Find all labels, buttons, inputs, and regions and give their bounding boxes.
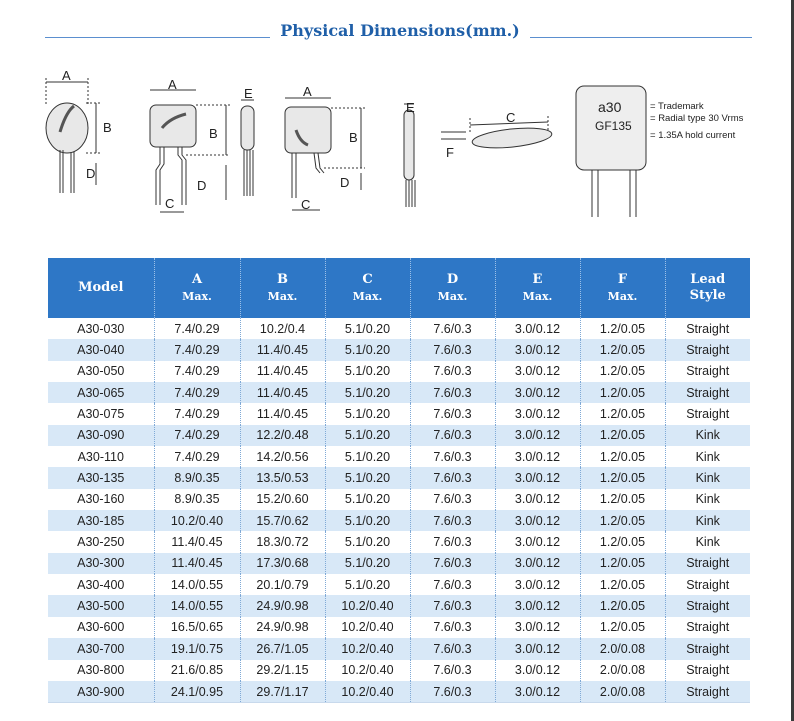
- table-cell: 24.9/0.98: [240, 595, 325, 616]
- table-cell: Kink: [665, 510, 750, 531]
- model-cell: A30-065: [48, 382, 154, 403]
- table-cell: Straight: [665, 553, 750, 574]
- table-cell: 3.0/0.12: [495, 531, 580, 552]
- table-cell: 7.6/0.3: [410, 467, 495, 488]
- table-cell: 7.6/0.3: [410, 510, 495, 531]
- model-cell: A30-185: [48, 510, 154, 531]
- table-cell: Straight: [686, 364, 730, 379]
- table-cell: 29.7/1.17: [240, 681, 325, 703]
- dim-label-b2: B: [209, 126, 218, 141]
- table-cell: 5.1/0.20: [325, 574, 410, 595]
- table-cell: 7.6/0.3: [410, 382, 495, 403]
- table-cell: 1.2/0.05: [580, 489, 665, 510]
- dim-label-d3: D: [340, 175, 350, 190]
- table-cell: 7.6/0.3: [410, 403, 495, 424]
- figure-square-straight: [285, 98, 365, 210]
- table-cell: 7.6/0.3: [410, 318, 495, 339]
- table-cell: 5.1/0.20: [325, 446, 410, 467]
- table-row: [48, 403, 750, 424]
- model-cell: A30-075: [48, 403, 154, 424]
- table-cell: 15.7/0.62: [240, 510, 325, 531]
- table-cell: 1.2/0.05: [580, 574, 665, 595]
- dim-label-f: F: [446, 145, 454, 160]
- table-cell: 3.0/0.12: [495, 403, 580, 424]
- model-cell: A30-110: [48, 446, 154, 467]
- table-cell: 7.4/0.29: [154, 403, 240, 424]
- table-row: [48, 425, 750, 446]
- svg-text:= Radial type 30 Vrms: = Radial type 30 Vrms: [650, 113, 744, 124]
- dimensions-table-container: [48, 258, 750, 703]
- table-cell: 3.0/0.12: [495, 382, 580, 403]
- table-cell: 8.9/0.35: [154, 489, 240, 510]
- column-header-d: D Max.: [410, 258, 495, 318]
- table-cell: Kink: [665, 467, 750, 488]
- table-cell: 7.4/0.29: [154, 446, 240, 467]
- table-cell: 3.0/0.12: [495, 617, 580, 638]
- table-body: [48, 318, 750, 703]
- page-title: Physical Dimensions(mm.): [280, 21, 520, 40]
- table-row: [48, 617, 750, 638]
- dim-label-d: D: [86, 166, 96, 181]
- dim-label-a3: A: [303, 84, 312, 99]
- table-cell: Straight: [665, 595, 750, 616]
- column-header-b: B Max.: [240, 258, 325, 318]
- table-cell: 19.1/0.75: [154, 638, 240, 659]
- table-cell: 11.4/0.45: [154, 531, 240, 552]
- callout-voltage: Radial type 30 Vrms: [658, 113, 744, 124]
- table-cell: 16.5/0.65: [154, 617, 240, 638]
- table-cell: 24.9/0.98: [240, 617, 325, 638]
- table-cell: 3.0/0.12: [495, 361, 580, 382]
- table-row: [48, 510, 750, 531]
- header-rule-left: [45, 37, 270, 38]
- table-cell: 5.1/0.20: [325, 510, 410, 531]
- svg-text:= 1.35A hold current: = 1.35A hold current: [650, 130, 736, 141]
- column-header-lead: Lead Style: [665, 258, 750, 318]
- table-cell: 7.4/0.29: [154, 382, 240, 403]
- table-row: [48, 467, 750, 488]
- table-cell: Straight: [665, 382, 750, 403]
- table-cell: 10.2/0.40: [325, 617, 410, 638]
- table-cell: 3.0/0.12: [495, 638, 580, 659]
- table-cell: 1.2/0.05: [580, 425, 665, 446]
- table-cell: 7.4/0.29: [154, 425, 240, 446]
- table-row: [48, 681, 750, 703]
- table-cell: 20.1/0.79: [240, 574, 325, 595]
- table-cell: 1.2/0.05: [580, 403, 665, 424]
- column-header-a: A Max.: [154, 258, 240, 318]
- table-row: [48, 638, 750, 659]
- table-row: [48, 574, 750, 595]
- table-cell: 1.2/0.05: [580, 553, 665, 574]
- table-cell: 7.6/0.3: [410, 339, 495, 360]
- table-cell: 3.0/0.12: [495, 489, 580, 510]
- model-cell: A30-900: [48, 681, 154, 703]
- table-cell: 8.9/0.35: [154, 467, 240, 488]
- table-cell: 7.6/0.3: [410, 681, 495, 703]
- table-row: [48, 361, 750, 382]
- table-cell: 7.4/0.29: [154, 339, 240, 360]
- table-cell: 7.6/0.3: [410, 660, 495, 681]
- part-marking-line1: a30: [598, 99, 622, 115]
- table-cell: 10.2/0.4: [240, 318, 325, 339]
- table-cell: 11.4/0.45: [154, 553, 240, 574]
- part-marking-line2: GF135: [595, 119, 632, 133]
- table-cell: Straight: [665, 681, 750, 703]
- table-header: [48, 258, 750, 318]
- table-cell: 11.4/0.45: [240, 339, 325, 360]
- model-cell: A30-600: [48, 617, 154, 638]
- table-cell: 1.2/0.05: [580, 446, 665, 467]
- table-cell: Straight: [686, 620, 730, 635]
- table-cell: 14.0/0.55: [154, 595, 240, 616]
- table-cell: 7.6/0.3: [410, 574, 495, 595]
- table-cell: 3.0/0.12: [495, 510, 580, 531]
- table-cell: 3.0/0.12: [495, 595, 580, 616]
- model-cell: A30-800: [48, 660, 154, 681]
- dim-label-c2: C: [165, 196, 175, 211]
- table-row: [48, 446, 750, 467]
- table-row: [48, 595, 750, 616]
- table-cell: 29.2/1.15: [240, 660, 325, 681]
- table-row: [48, 318, 750, 339]
- table-cell: 5.1/0.20: [325, 318, 410, 339]
- table-cell: 2.0/0.08: [580, 660, 665, 681]
- dim-label-c3: C: [301, 197, 311, 212]
- model-cell: A30-250: [48, 531, 154, 552]
- dim-label-d2: D: [197, 178, 207, 193]
- table-cell: 11.4/0.45: [240, 382, 325, 403]
- table-cell: Kink: [695, 449, 720, 464]
- dim-label-c4: C: [506, 110, 516, 125]
- dim-label-e2: E: [406, 100, 415, 115]
- table-cell: 1.2/0.05: [580, 617, 665, 638]
- table-cell: 18.3/0.72: [240, 531, 325, 552]
- table-cell: 7.6/0.3: [410, 489, 495, 510]
- table-cell: 7.6/0.3: [410, 595, 495, 616]
- table-cell: Straight: [686, 321, 730, 336]
- column-header-c: C Max.: [325, 258, 410, 318]
- dim-label-b: B: [103, 120, 112, 135]
- table-cell: 1.2/0.05: [580, 361, 665, 382]
- table-cell: 11.4/0.45: [240, 403, 325, 424]
- table-cell: 2.0/0.08: [580, 638, 665, 659]
- table-cell: 3.0/0.12: [495, 681, 580, 703]
- model-cell: A30-135: [48, 467, 154, 488]
- table-row: [48, 531, 750, 552]
- table-cell: 7.6/0.3: [410, 553, 495, 574]
- model-cell: A30-500: [48, 595, 154, 616]
- table-cell: 13.5/0.53: [240, 467, 325, 488]
- model-cell: A30-040: [48, 339, 154, 360]
- model-cell: A30-030: [48, 318, 154, 339]
- table-cell: 3.0/0.12: [495, 467, 580, 488]
- table-cell: 3.0/0.12: [495, 446, 580, 467]
- table-cell: 1.2/0.05: [580, 467, 665, 488]
- table-cell: 26.7/1.05: [240, 638, 325, 659]
- figure-lead-detail: [441, 116, 553, 151]
- dim-label-b3: B: [349, 130, 358, 145]
- dimensions-table: [48, 258, 750, 703]
- table-cell: Kink: [695, 535, 720, 550]
- table-cell: 5.1/0.20: [325, 339, 410, 360]
- table-cell: 12.2/0.48: [240, 425, 325, 446]
- callout-current: 1.35A hold current: [658, 130, 736, 141]
- table-cell: 5.1/0.20: [325, 489, 410, 510]
- table-row: [48, 660, 750, 681]
- table-cell: 5.1/0.20: [325, 553, 410, 574]
- dim-label-a2: A: [168, 77, 177, 92]
- table-cell: 3.0/0.12: [495, 553, 580, 574]
- table-cell: 10.2/0.40: [325, 595, 410, 616]
- table-cell: 7.6/0.3: [410, 638, 495, 659]
- dim-label-e: E: [244, 86, 253, 101]
- table-cell: 1.2/0.05: [580, 510, 665, 531]
- table-cell: 10.2/0.40: [325, 681, 410, 703]
- table-cell: 3.0/0.12: [495, 574, 580, 595]
- table-cell: 7.6/0.3: [410, 531, 495, 552]
- table-cell: 10.2/0.40: [325, 638, 410, 659]
- column-header-model: Model: [48, 258, 154, 318]
- table-row: [48, 553, 750, 574]
- callout-trademark: Trademark: [658, 101, 704, 112]
- table-cell: 14.0/0.55: [154, 574, 240, 595]
- svg-text:= Trademark: = Trademark: [650, 101, 704, 112]
- table-cell: 5.1/0.20: [325, 361, 410, 382]
- table-cell: 2.0/0.08: [580, 681, 665, 703]
- table-cell: 3.0/0.12: [495, 660, 580, 681]
- table-cell: 5.1/0.20: [325, 425, 410, 446]
- table-cell: 14.2/0.56: [240, 446, 325, 467]
- figure-side-kink: [404, 104, 415, 207]
- figure-square-kink: [150, 90, 230, 212]
- table-cell: 10.2/0.40: [154, 510, 240, 531]
- table-cell: 1.2/0.05: [580, 318, 665, 339]
- model-cell: A30-400: [48, 574, 154, 595]
- column-header-e: E Max.: [495, 258, 580, 318]
- table-cell: 7.6/0.3: [410, 617, 495, 638]
- table-cell: 7.6/0.3: [410, 425, 495, 446]
- model-cell: A30-090: [48, 425, 154, 446]
- model-cell: A30-050: [48, 361, 154, 382]
- table-cell: 1.2/0.05: [580, 339, 665, 360]
- table-cell: 21.6/0.85: [154, 660, 240, 681]
- table-cell: Straight: [686, 407, 730, 422]
- table-cell: 17.3/0.68: [240, 553, 325, 574]
- table-cell: 5.1/0.20: [325, 467, 410, 488]
- table-cell: 5.1/0.20: [325, 403, 410, 424]
- table-cell: Kink: [695, 492, 720, 507]
- table-cell: 1.2/0.05: [580, 531, 665, 552]
- table-cell: 1.2/0.05: [580, 595, 665, 616]
- table-cell: Straight: [686, 577, 730, 592]
- table-cell: 7.4/0.29: [154, 361, 240, 382]
- table-cell: Straight: [686, 663, 730, 678]
- table-cell: 3.0/0.12: [495, 339, 580, 360]
- table-cell: 11.4/0.45: [240, 361, 325, 382]
- table-cell: Straight: [665, 638, 750, 659]
- table-cell: Straight: [665, 339, 750, 360]
- column-header-f: F Max.: [580, 258, 665, 318]
- header-rule-right: [530, 37, 752, 38]
- model-cell: A30-700: [48, 638, 154, 659]
- table-cell: Kink: [665, 425, 750, 446]
- table-row: [48, 339, 750, 360]
- table-cell: 7.6/0.3: [410, 361, 495, 382]
- figure-side-view: [241, 100, 254, 196]
- table-cell: 5.1/0.20: [325, 382, 410, 403]
- table-cell: 7.6/0.3: [410, 446, 495, 467]
- table-cell: 3.0/0.12: [495, 318, 580, 339]
- dimension-diagram: [0, 60, 794, 235]
- table-cell: 24.1/0.95: [154, 681, 240, 703]
- table-row: [48, 382, 750, 403]
- model-cell: A30-300: [48, 553, 154, 574]
- table-cell: 10.2/0.40: [325, 660, 410, 681]
- table-cell: 5.1/0.20: [325, 531, 410, 552]
- table-row: [48, 489, 750, 510]
- dim-label-a: A: [62, 68, 71, 83]
- model-cell: A30-160: [48, 489, 154, 510]
- dimension-drawings: [0, 60, 794, 235]
- table-cell: 3.0/0.12: [495, 425, 580, 446]
- table-cell: 7.4/0.29: [154, 318, 240, 339]
- table-cell: 15.2/0.60: [240, 489, 325, 510]
- table-cell: 1.2/0.05: [580, 382, 665, 403]
